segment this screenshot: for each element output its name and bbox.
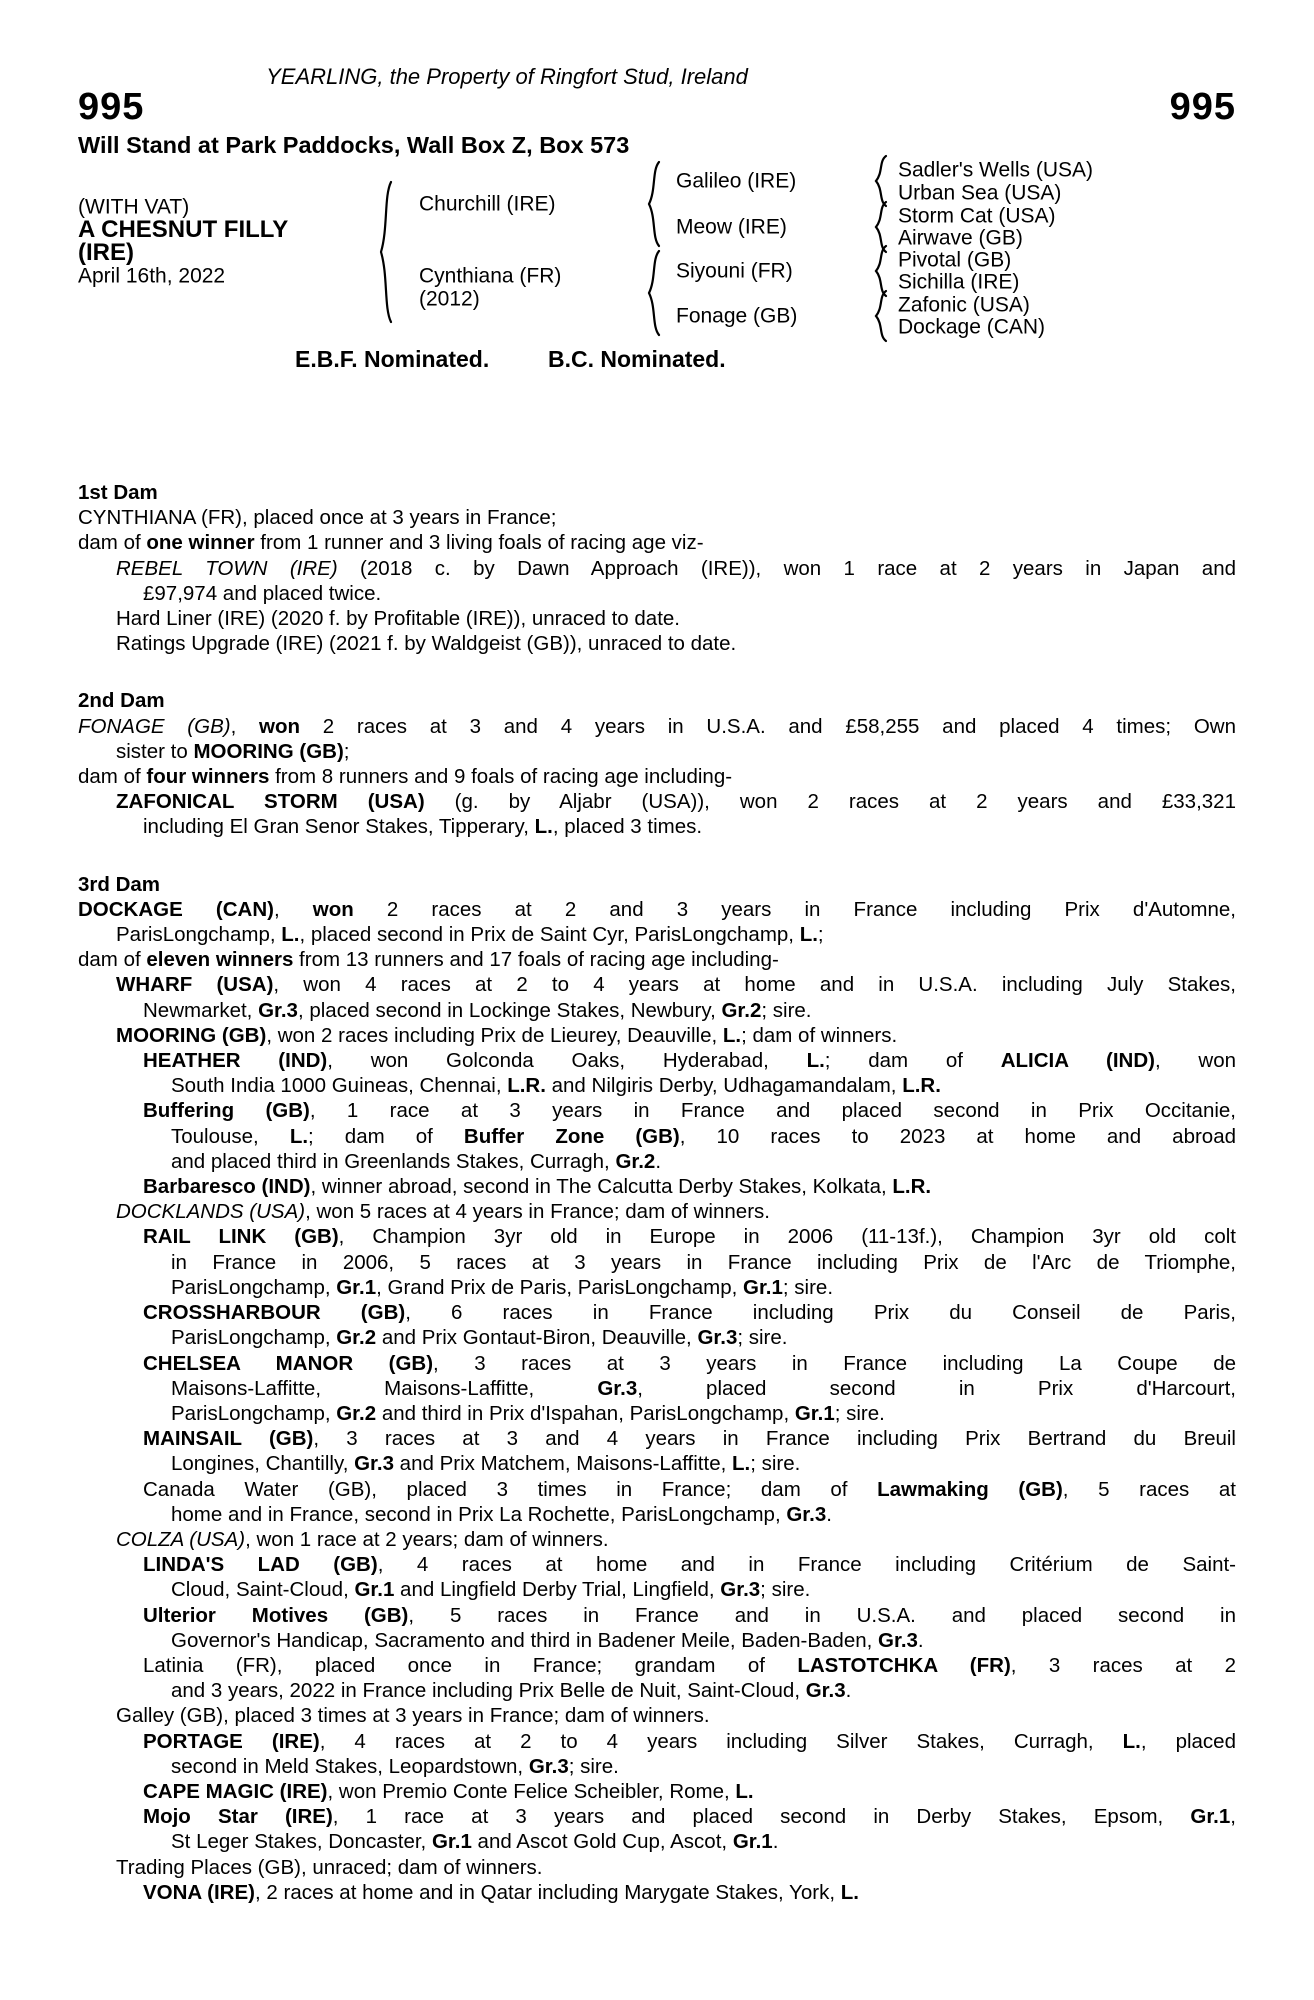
pedigree-text-line: Newmarket, Gr.3, placed second in Lockinge Stakes, Newbury, Gr.2; sire. (143, 998, 812, 1022)
bc-nominated: B.C. Nominated. (548, 346, 726, 372)
pedigree-dam-year: (2012) (419, 287, 480, 311)
pedigree-great-grandparent-5: Sichilla (IRE) (898, 270, 1020, 294)
pedigree-text-line: VONA (IRE), 2 races at home and in Qatar including Marygate Stakes, York, L. (143, 1880, 859, 1904)
pedigree-text-line: dam of one winner from 1 runner and 3 living foals of racing age viz- (78, 531, 704, 555)
pedigree-text-line: PORTAGE (IRE), 4 races at 2 to 4 years including Silver Stakes, Curragh, L., placed (143, 1729, 1236, 1753)
pedigree-great-grandparent-3: Airwave (GB) (898, 226, 1023, 250)
pedigree-text-line: Barbaresco (IND), winner abroad, second in The Calcutta Derby Stakes, Kolkata, L.R. (143, 1175, 932, 1199)
pedigree-brace (645, 159, 663, 249)
pedigree-great-grandparent-1: Urban Sea (USA) (898, 181, 1062, 205)
pedigree-text-line: South India 1000 Guineas, Chennai, L.R. and Nilgiris Derby, Udhagamandalam, L.R. (171, 1074, 941, 1098)
pedigree-text-line: Longines, Chantilly, Gr.3 and Prix Matchem, Maisons-Laffitte, L.; sire. (171, 1452, 801, 1476)
pedigree-text-line: Governor's Handicap, Sacramento and third in Badener Meile, Baden-Baden, Gr.3. (171, 1628, 924, 1652)
dam-heading-3: 3rd Dam (78, 872, 161, 896)
pedigree-text-line: CHELSEA MANOR (GB), 3 races at 3 years in France including La Coupe de (143, 1351, 1236, 1375)
pedigree-text-line: MOORING (GB), won 2 races including Prix de Lieurey, Deauville, L.; dam of winners. (116, 1023, 898, 1047)
pedigree-text-line: CROSSHARBOUR (GB), 6 races in France including Prix du Conseil de Paris, (143, 1301, 1236, 1325)
pedigree-text-line: ZAFONICAL STORM (USA) (g. by Aljabr (USA)), won 2 races at 2 years and £33,321 (116, 790, 1236, 814)
pedigree-text-line: MAINSAIL (GB), 3 races at 3 and 4 years in France including Prix Bertrand du Breuil (143, 1427, 1236, 1451)
pedigree-chart (0, 0, 1314, 345)
pedigree-grandparent-1: Meow (IRE) (676, 215, 787, 239)
pedigree-great-grandparent-7: Dockage (CAN) (898, 315, 1046, 339)
pedigree-text-line: Canada Water (GB), placed 3 times in France; dam of Lawmaking (GB), 5 races at (143, 1477, 1236, 1501)
horse-name: A CHESNUT FILLY (78, 216, 289, 243)
pedigree-text-line: Ratings Upgrade (IRE) (2021 f. by Waldgeist (GB)), unraced to date. (116, 632, 737, 656)
pedigree-text-line: LINDA'S LAD (GB), 4 races at home and in France including Critérium de Saint- (143, 1553, 1236, 1577)
dam-sections (78, 480, 1236, 1905)
pedigree-text-line: REBEL TOWN (IRE) (2018 c. by Dawn Approach (IRE)), won 1 race at 2 years in Japan and (116, 556, 1236, 580)
pedigree-sire: Churchill (IRE) (419, 192, 556, 216)
pedigree-text-line: St Leger Stakes, Doncaster, Gr.1 and Ascot Gold Cup, Ascot, Gr.1. (171, 1830, 779, 1854)
pedigree-text-line: Mojo Star (IRE), 1 race at 3 years and placed second in Derby Stakes, Epsom, Gr.1, (143, 1805, 1236, 1829)
ebf-nominated: E.B.F. Nominated. (295, 346, 490, 372)
pedigree-text-line: £97,974 and placed twice. (143, 581, 382, 605)
pedigree-text-line: RAIL LINK (GB), Champion 3yr old in Europe in 2006 (11-13f.), Champion 3yr old colt (143, 1225, 1236, 1249)
pedigree-text-line: dam of eleven winners from 13 runners and 17 foals of racing age including- (78, 948, 779, 972)
pedigree-text-line: and placed third in Greenlands Stakes, Curragh, Gr.2. (171, 1149, 662, 1173)
dam-heading-1: 1st Dam (78, 481, 158, 504)
pedigree-brace (872, 288, 890, 344)
pedigree-grandparent-0: Galileo (IRE) (676, 169, 797, 193)
pedigree-text-line: Hard Liner (IRE) (2020 f. by Profitable (IRE)), unraced to date. (116, 607, 681, 631)
pedigree-text-line: ParisLongchamp, Gr.2 and third in Prix d'Ispahan, ParisLongchamp, Gr.1; sire. (171, 1401, 885, 1425)
pedigree-text-line: Maisons-Laffitte, Maisons-Laffitte, Gr.3, placed second in Prix d'Harcourt, (171, 1376, 1236, 1400)
stand-location: Will Stand at Park Paddocks, Wall Box Z, Box 573 (78, 132, 630, 158)
dam-heading-2: 2nd Dam (78, 689, 165, 713)
pedigree-brace (377, 179, 395, 325)
page-title: YEARLING, the Property of Ringfort Stud, Ireland (266, 64, 748, 89)
pedigree-text-line: Latinia (FR), placed once in France; grandam of LASTOTCHKA (FR), 3 races at 2 (143, 1653, 1236, 1677)
pedigree-text-line: and 3 years, 2022 in France including Prix Belle de Nuit, Saint-Cloud, Gr.3. (171, 1679, 852, 1703)
pedigree-text-line: ParisLongchamp, Gr.1, Grand Prix de Paris, ParisLongchamp, Gr.1; sire. (171, 1275, 834, 1299)
pedigree-brace (645, 248, 663, 338)
pedigree-text-line: DOCKAGE (CAN), won 2 races at 2 and 3 years in France including Prix d'Automne, (78, 897, 1236, 921)
pedigree-grandparent-3: Fonage (GB) (676, 304, 798, 328)
pedigree-text-line: second in Meld Stakes, Leopardstown, Gr.3; sire. (171, 1754, 619, 1778)
pedigree-text-line: including El Gran Senor Stakes, Tipperary, L., placed 3 times. (143, 815, 703, 839)
pedigree-text-line: dam of four winners from 8 runners and 9 foals of racing age including- (78, 765, 733, 789)
pedigree-text-line: Buffering (GB), 1 race at 3 years in France and placed second in Prix Occitanie, (143, 1099, 1237, 1123)
lot-number-left: 995 (78, 86, 145, 128)
pedigree-text-line: DOCKLANDS (USA), won 5 races at 4 years in France; dam of winners. (116, 1200, 770, 1224)
pedigree-text-line: Galley (GB), placed 3 times at 3 years in France; dam of winners. (116, 1704, 710, 1728)
pedigree-text-line: Toulouse, L.; dam of Buffer Zone (GB), 10 races to 2023 at home and abroad (171, 1124, 1236, 1148)
pedigree-text-line: Trading Places (GB), unraced; dam of winners. (116, 1855, 543, 1879)
pedigree-text-line: Cloud, Saint-Cloud, Gr.1 and Lingfield Derby Trial, Lingfield, Gr.3; sire. (171, 1578, 811, 1602)
pedigree-great-grandparent-4: Pivotal (GB) (898, 248, 1012, 272)
pedigree-text-line: COLZA (USA), won 1 race at 2 years; dam of winners. (116, 1527, 609, 1551)
pedigree-text-line: sister to MOORING (GB); (116, 739, 350, 763)
pedigree-text-line: CAPE MAGIC (IRE), won Premio Conte Felice Scheibler, Rome, L. (143, 1779, 754, 1803)
pedigree-grandparent-2: Siyouni (FR) (676, 259, 793, 283)
pedigree-text-line: CYNTHIANA (FR), placed once at 3 years in France; (78, 506, 557, 530)
foaling-date: April 16th, 2022 (78, 264, 226, 288)
pedigree-text-line: ParisLongchamp, Gr.2 and Prix Gontaut-Biron, Deauville, Gr.3; sire. (171, 1326, 788, 1350)
pedigree-text-line: HEATHER (IND), won Golconda Oaks, Hyderabad, L.; dam of ALICIA (IND), won (143, 1049, 1236, 1073)
pedigree-text-line: home and in France, second in Prix La Rochette, ParisLongchamp, Gr.3. (171, 1502, 832, 1526)
nomination-line (0, 346, 1314, 372)
pedigree-great-grandparent-6: Zafonic (USA) (898, 293, 1030, 317)
pedigree-text-line: WHARF (USA), won 4 races at 2 to 4 years at home and in U.S.A. including July Stakes, (116, 973, 1236, 997)
vat-note: (WITH VAT) (78, 195, 190, 219)
pedigree-text-line: FONAGE (GB), won 2 races at 3 and 4 years in U.S.A. and £58,255 and placed 4 times; Own (78, 714, 1236, 738)
pedigree-text-line: in France in 2006, 5 races at 3 years in France including Prix de l'Arc de Triomphe, (171, 1250, 1236, 1274)
horse-suffix: (IRE) (78, 239, 134, 266)
pedigree-text-line: ParisLongchamp, L., placed second in Prix de Saint Cyr, ParisLongchamp, L.; (116, 923, 824, 947)
pedigree-dam: Cynthiana (FR) (419, 264, 562, 288)
pedigree-great-grandparent-0: Sadler's Wells (USA) (898, 158, 1093, 182)
lot-number-right: 995 (1169, 86, 1236, 128)
pedigree-great-grandparent-2: Storm Cat (USA) (898, 204, 1056, 228)
pedigree-text-line: Ulterior Motives (GB), 5 races in France and in U.S.A. and placed second in (143, 1603, 1236, 1627)
